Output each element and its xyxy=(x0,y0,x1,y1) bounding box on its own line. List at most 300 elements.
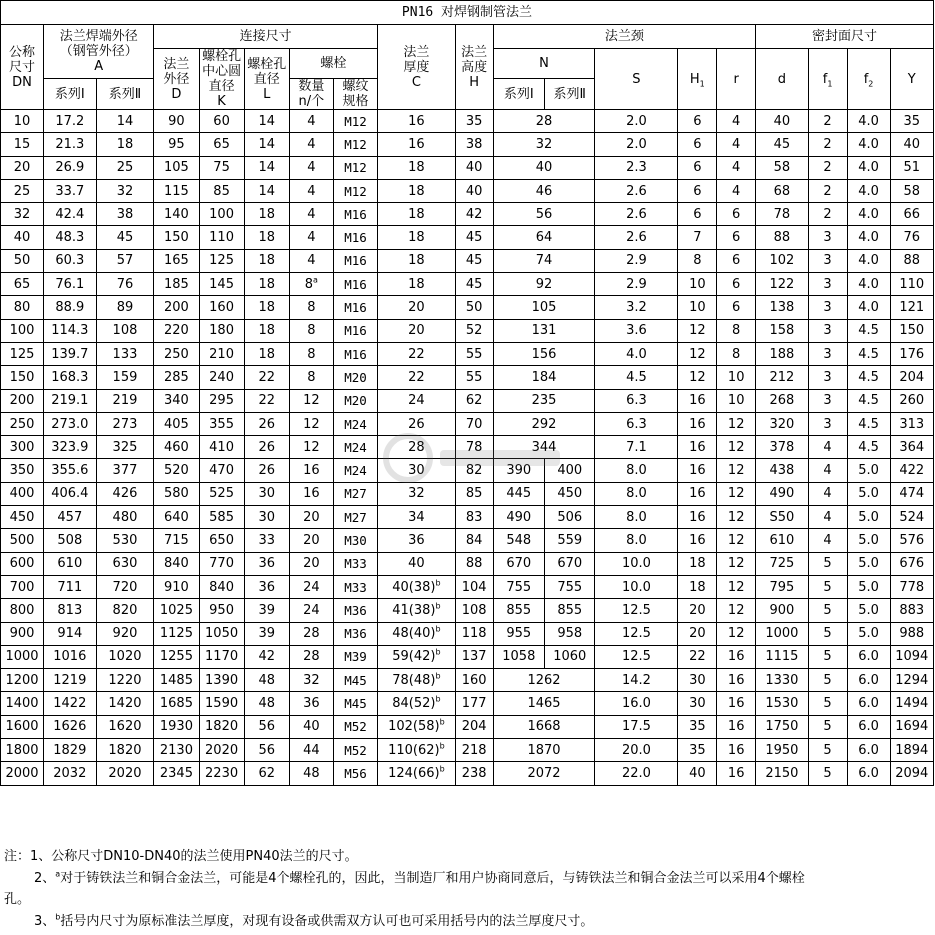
cell-a-series2: 1620 xyxy=(96,715,154,738)
cell-thickness: 26 xyxy=(378,412,456,435)
cell-bolt-circle: 100 xyxy=(199,203,244,226)
cell-height: 83 xyxy=(455,506,493,529)
cell-height: 118 xyxy=(455,622,493,645)
cell-seal-d: 188 xyxy=(756,342,809,365)
cell-flange-od: 185 xyxy=(154,273,199,296)
cell-neck-n-series1: 1058 xyxy=(493,645,544,668)
cell-seal-f1: 2 xyxy=(808,133,847,156)
cell-a-series1: 1422 xyxy=(44,692,97,715)
table-row xyxy=(1,249,934,272)
cell-bolt-hole: 22 xyxy=(244,389,289,412)
header-seal: 密封面尺寸 xyxy=(756,25,934,49)
cell-a-series2: 377 xyxy=(96,459,154,482)
cell-a-series2: 1820 xyxy=(96,739,154,762)
cell-height: 78 xyxy=(455,436,493,459)
cell-bolt-qty: 8 xyxy=(289,342,333,365)
cell-seal-f1: 5 xyxy=(808,762,847,785)
cell-seal-f2: 6.0 xyxy=(847,762,890,785)
cell-bolt-circle: 1170 xyxy=(199,645,244,668)
cell-flange-od: 1255 xyxy=(154,645,199,668)
cell-neck-n-series1: 548 xyxy=(493,529,544,552)
cell-seal-f2: 5.0 xyxy=(847,622,890,645)
cell-neck-r: 6 xyxy=(717,203,756,226)
cell-bolt-qty: 36 xyxy=(289,692,333,715)
cell-neck-r: 6 xyxy=(717,249,756,272)
cell-bolt-thread: M16 xyxy=(333,249,377,272)
cell-neck-s: 2.6 xyxy=(595,179,678,202)
cell-seal-y: 88 xyxy=(890,249,933,272)
cell-seal-f1: 5 xyxy=(808,669,847,692)
cell-flange-od: 1025 xyxy=(154,599,199,622)
cell-bolt-qty: 4 xyxy=(289,133,333,156)
cell-a-series1: 33.7 xyxy=(44,179,97,202)
cell-height: 137 xyxy=(455,645,493,668)
cell-seal-y: 988 xyxy=(890,622,933,645)
cell-neck-n-series2: 755 xyxy=(545,575,595,598)
cell-neck-r: 12 xyxy=(717,622,756,645)
cell-neck-h1: 16 xyxy=(678,389,717,412)
cell-bolt-qty: 24 xyxy=(289,575,333,598)
cell-seal-f1: 5 xyxy=(808,715,847,738)
cell-bolt-qty: 24 xyxy=(289,599,333,622)
cell-neck-n: 1668 xyxy=(493,715,595,738)
cell-bolt-qty: 28 xyxy=(289,645,333,668)
cell-neck-n: 156 xyxy=(493,342,595,365)
cell-bolt-hole: 26 xyxy=(244,412,289,435)
cell-dn: 1400 xyxy=(1,692,44,715)
cell-bolt-qty: 12 xyxy=(289,389,333,412)
cell-bolt-hole: 48 xyxy=(244,692,289,715)
cell-thickness: 36 xyxy=(378,529,456,552)
cell-neck-s: 2.0 xyxy=(595,133,678,156)
cell-bolt-hole: 18 xyxy=(244,319,289,342)
note-3: 3、$^b$括号内尺寸为原标准法兰厚度，对现有设备或供需双方认可也可采用括号内的法兰厚度尺寸。 xyxy=(34,912,594,929)
cell-bolt-circle: 145 xyxy=(199,273,244,296)
cell-neck-n-series2: 855 xyxy=(545,599,595,622)
cell-height: 45 xyxy=(455,273,493,296)
cell-neck-n-series1: 390 xyxy=(493,459,544,482)
cell-neck-h1: 22 xyxy=(678,645,717,668)
cell-bolt-hole: 56 xyxy=(244,715,289,738)
table-row xyxy=(1,506,934,529)
cell-neck-r: 6 xyxy=(717,273,756,296)
cell-a-series1: 2032 xyxy=(44,762,97,785)
cell-neck-r: 12 xyxy=(717,529,756,552)
cell-seal-f1: 5 xyxy=(808,645,847,668)
cell-a-series2: 1220 xyxy=(96,669,154,692)
note-1: 注：1、公称尺寸DN10-DN40的法兰使用PN40法兰的尺寸。 xyxy=(4,849,358,864)
cell-seal-f2: 4.0 xyxy=(847,249,890,272)
cell-a-series1: 219.1 xyxy=(44,389,97,412)
table-row xyxy=(1,133,934,156)
cell-seal-y: 40 xyxy=(890,133,933,156)
cell-neck-h1: 6 xyxy=(678,203,717,226)
cell-neck-h1: 6 xyxy=(678,133,717,156)
cell-seal-f2: 5.0 xyxy=(847,599,890,622)
cell-flange-od: 115 xyxy=(154,179,199,202)
cell-bolt-qty: 48 xyxy=(289,762,333,785)
footnote-mark: b xyxy=(439,764,445,774)
cell-seal-f2: 5.0 xyxy=(847,482,890,505)
cell-bolt-hole: 18 xyxy=(244,249,289,272)
cell-seal-y: 576 xyxy=(890,529,933,552)
cell-neck-h1: 35 xyxy=(678,715,717,738)
cell-a-series1: 168.3 xyxy=(44,366,97,389)
cell-bolt-hole: 18 xyxy=(244,226,289,249)
cell-seal-f1: 2 xyxy=(808,156,847,179)
cell-seal-d: 610 xyxy=(756,529,809,552)
cell-neck-h1: 30 xyxy=(678,669,717,692)
cell-a-series2: 480 xyxy=(96,506,154,529)
table-row xyxy=(1,715,934,738)
cell-seal-f2: 4.5 xyxy=(847,366,890,389)
cell-neck-h1: 18 xyxy=(678,575,717,598)
cell-bolt-thread: M56 xyxy=(333,762,377,785)
header-bolt-qty: 数量 n/个 xyxy=(289,79,333,110)
cell-bolt-qty: 20 xyxy=(289,552,333,575)
cell-bolt-qty: 4 xyxy=(289,203,333,226)
cell-dn: 1200 xyxy=(1,669,44,692)
cell-height: 35 xyxy=(455,110,493,133)
cell-seal-f1: 3 xyxy=(808,296,847,319)
header-neck: 法兰颈 xyxy=(493,25,756,49)
cell-bolt-circle: 355 xyxy=(199,412,244,435)
cell-a-series2: 45 xyxy=(96,226,154,249)
cell-neck-s: 3.2 xyxy=(595,296,678,319)
cell-bolt-qty: 4 xyxy=(289,110,333,133)
cell-neck-n-series2: 400 xyxy=(545,459,595,482)
cell-a-series2: 1020 xyxy=(96,645,154,668)
cell-flange-od: 1485 xyxy=(154,669,199,692)
cell-bolt-qty: 16 xyxy=(289,482,333,505)
cell-flange-od: 140 xyxy=(154,203,199,226)
cell-thickness: $40(38)^b$ xyxy=(378,575,456,598)
cell-seal-f2: 6.0 xyxy=(847,739,890,762)
cell-neck-r: 4 xyxy=(717,110,756,133)
cell-bolt-thread: M27 xyxy=(333,482,377,505)
cell-neck-r: 4 xyxy=(717,179,756,202)
cell-bolt-thread: M52 xyxy=(333,739,377,762)
cell-a-series2: 76 xyxy=(96,273,154,296)
cell-seal-d: 438 xyxy=(756,459,809,482)
table-row xyxy=(1,692,934,715)
cell-dn: 15 xyxy=(1,133,44,156)
cell-neck-r: 4 xyxy=(717,156,756,179)
cell-seal-y: 676 xyxy=(890,552,933,575)
cell-seal-d: 900 xyxy=(756,599,809,622)
cell-neck-r: 16 xyxy=(717,739,756,762)
cell-seal-f2: 4.0 xyxy=(847,110,890,133)
cell-neck-s: 8.0 xyxy=(595,529,678,552)
cell-neck-n: 292 xyxy=(493,412,595,435)
cell-dn: 100 xyxy=(1,319,44,342)
cell-neck-s: 8.0 xyxy=(595,482,678,505)
cell-seal-f1: 2 xyxy=(808,203,847,226)
table-row xyxy=(1,273,934,296)
cell-neck-s: 4.5 xyxy=(595,366,678,389)
cell-seal-d: 1950 xyxy=(756,739,809,762)
header-seal-y: Y xyxy=(890,49,933,110)
cell-flange-od: 220 xyxy=(154,319,199,342)
cell-neck-h1: 18 xyxy=(678,552,717,575)
cell-seal-f2: 6.0 xyxy=(847,645,890,668)
cell-seal-y: 883 xyxy=(890,599,933,622)
cell-neck-r: 10 xyxy=(717,366,756,389)
cell-bolt-circle: 210 xyxy=(199,342,244,365)
note-2: 2、$^a$对于铸铁法兰和铜合金法兰，可能是4个螺栓孔的，因此，当制造厂和用户协商同意后，与铸铁法兰和铜合金法兰可以采用4个螺栓 xyxy=(34,869,805,886)
cell-flange-od: 405 xyxy=(154,412,199,435)
cell-seal-d: 122 xyxy=(756,273,809,296)
cell-bolt-circle: 840 xyxy=(199,575,244,598)
cell-height: 218 xyxy=(455,739,493,762)
cell-neck-n-series2: 559 xyxy=(545,529,595,552)
cell-bolt-qty: 32 xyxy=(289,669,333,692)
cell-seal-d: 1530 xyxy=(756,692,809,715)
cell-thickness: $124(66)^b$ xyxy=(378,762,456,785)
notes-section xyxy=(4,846,930,932)
cell-flange-od: 150 xyxy=(154,226,199,249)
cell-dn: 600 xyxy=(1,552,44,575)
cell-a-series1: 508 xyxy=(44,529,97,552)
cell-neck-s: 16.0 xyxy=(595,692,678,715)
table-row xyxy=(1,599,934,622)
cell-dn: 350 xyxy=(1,459,44,482)
cell-height: 45 xyxy=(455,226,493,249)
cell-a-series1: 355.6 xyxy=(44,459,97,482)
footnote-mark: b xyxy=(435,601,441,611)
cell-bolt-hole: 39 xyxy=(244,622,289,645)
header-dn: 公称 尺寸 DN xyxy=(1,25,44,110)
cell-height: 45 xyxy=(455,249,493,272)
cell-dn: 125 xyxy=(1,342,44,365)
cell-seal-d: 320 xyxy=(756,412,809,435)
cell-bolt-qty: 8 xyxy=(289,296,333,319)
cell-seal-y: 1894 xyxy=(890,739,933,762)
cell-bolt-qty: 40 xyxy=(289,715,333,738)
header-neck-n: N xyxy=(493,49,595,79)
cell-a-series2: 159 xyxy=(96,366,154,389)
table-title: PN16 对焊钢制管法兰 xyxy=(1,1,934,25)
cell-neck-n-series2: 958 xyxy=(545,622,595,645)
cell-bolt-circle: 2230 xyxy=(199,762,244,785)
cell-bolt-hole: 36 xyxy=(244,552,289,575)
cell-thickness: 32 xyxy=(378,482,456,505)
table-row xyxy=(1,296,934,319)
cell-neck-s: 12.5 xyxy=(595,645,678,668)
cell-height: 62 xyxy=(455,389,493,412)
cell-bolt-thread: M36 xyxy=(333,599,377,622)
cell-seal-f2: 4.5 xyxy=(847,319,890,342)
cell-flange-od: 460 xyxy=(154,436,199,459)
cell-neck-h1: 16 xyxy=(678,412,717,435)
cell-bolt-circle: 60 xyxy=(199,110,244,133)
cell-bolt-thread: M36 xyxy=(333,622,377,645)
cell-flange-od: 105 xyxy=(154,156,199,179)
cell-neck-h1: 35 xyxy=(678,739,717,762)
cell-thickness: 40 xyxy=(378,552,456,575)
cell-seal-y: 150 xyxy=(890,319,933,342)
cell-a-series1: 21.3 xyxy=(44,133,97,156)
cell-neck-r: 12 xyxy=(717,412,756,435)
cell-height: 88 xyxy=(455,552,493,575)
cell-height: 104 xyxy=(455,575,493,598)
cell-bolt-qty: 16 xyxy=(289,459,333,482)
cell-a-series2: 273 xyxy=(96,412,154,435)
table-row xyxy=(1,203,934,226)
cell-neck-h1: 6 xyxy=(678,156,717,179)
cell-seal-f1: 3 xyxy=(808,366,847,389)
cell-bolt-circle: 1590 xyxy=(199,692,244,715)
cell-seal-f2: 6.0 xyxy=(847,669,890,692)
cell-bolt-hole: 26 xyxy=(244,436,289,459)
header-bolt-circle: 螺栓孔 中心圆 直径 K xyxy=(199,49,244,110)
cell-bolt-thread: M12 xyxy=(333,133,377,156)
cell-a-series1: 139.7 xyxy=(44,342,97,365)
cell-a-series1: 26.9 xyxy=(44,156,97,179)
cell-neck-h1: 30 xyxy=(678,692,717,715)
cell-bolt-hole: 14 xyxy=(244,156,289,179)
cell-a-series1: 813 xyxy=(44,599,97,622)
cell-dn: 50 xyxy=(1,249,44,272)
cell-seal-f2: 5.0 xyxy=(847,529,890,552)
cell-seal-f2: 4.0 xyxy=(847,203,890,226)
cell-thickness: $84(52)^b$ xyxy=(378,692,456,715)
cell-a-series2: 530 xyxy=(96,529,154,552)
cell-bolt-hole: 26 xyxy=(244,459,289,482)
cell-a-series2: 1420 xyxy=(96,692,154,715)
cell-neck-h1: 6 xyxy=(678,110,717,133)
cell-a-series1: 610 xyxy=(44,552,97,575)
cell-height: 108 xyxy=(455,599,493,622)
header-seal-f2: $f_2$ xyxy=(847,49,890,110)
cell-dn: 700 xyxy=(1,575,44,598)
cell-bolt-hole: 30 xyxy=(244,506,289,529)
cell-seal-f1: 3 xyxy=(808,319,847,342)
cell-bolt-hole: 62 xyxy=(244,762,289,785)
cell-bolt-hole: 18 xyxy=(244,203,289,226)
cell-neck-h1: 40 xyxy=(678,762,717,785)
cell-seal-f2: 4.5 xyxy=(847,436,890,459)
cell-bolt-circle: 65 xyxy=(199,133,244,156)
cell-seal-f1: 3 xyxy=(808,412,847,435)
cell-thickness: 18 xyxy=(378,226,456,249)
cell-seal-f1: 5 xyxy=(808,692,847,715)
cell-dn: 400 xyxy=(1,482,44,505)
cell-seal-y: 66 xyxy=(890,203,933,226)
cell-bolt-circle: 110 xyxy=(199,226,244,249)
cell-neck-n-series2: 670 xyxy=(545,552,595,575)
table-row xyxy=(1,645,934,668)
cell-a-series2: 720 xyxy=(96,575,154,598)
table-row xyxy=(1,226,934,249)
cell-seal-d: 40 xyxy=(756,110,809,133)
cell-seal-d: 268 xyxy=(756,389,809,412)
cell-seal-f1: 4 xyxy=(808,459,847,482)
cell-a-series1: 457 xyxy=(44,506,97,529)
cell-a-series2: 325 xyxy=(96,436,154,459)
cell-seal-f2: 5.0 xyxy=(847,459,890,482)
cell-neck-n-series1: 955 xyxy=(493,622,544,645)
cell-bolt-hole: 30 xyxy=(244,482,289,505)
header-bolt-hole: 螺栓孔 直径 L xyxy=(244,49,289,110)
cell-a-series2: 14 xyxy=(96,110,154,133)
cell-a-series1: 60.3 xyxy=(44,249,97,272)
cell-neck-n: 131 xyxy=(493,319,595,342)
cell-bolt-thread: M30 xyxy=(333,529,377,552)
cell-neck-n-series1: 755 xyxy=(493,575,544,598)
cell-seal-f1: 5 xyxy=(808,599,847,622)
cell-neck-s: 2.9 xyxy=(595,249,678,272)
cell-seal-f1: 5 xyxy=(808,739,847,762)
cell-thickness: 24 xyxy=(378,389,456,412)
cell-thickness: $102(58)^b$ xyxy=(378,715,456,738)
cell-neck-h1: 12 xyxy=(678,319,717,342)
cell-neck-s: 20.0 xyxy=(595,739,678,762)
cell-neck-s: 8.0 xyxy=(595,459,678,482)
cell-flange-od: 1685 xyxy=(154,692,199,715)
cell-height: 40 xyxy=(455,156,493,179)
cell-neck-n: 2072 xyxy=(493,762,595,785)
cell-seal-d: 78 xyxy=(756,203,809,226)
cell-bolt-circle: 650 xyxy=(199,529,244,552)
cell-seal-y: 76 xyxy=(890,226,933,249)
cell-seal-d: 212 xyxy=(756,366,809,389)
cell-dn: 200 xyxy=(1,389,44,412)
cell-bolt-hole: 39 xyxy=(244,599,289,622)
cell-seal-f1: 3 xyxy=(808,249,847,272)
table-row xyxy=(1,482,934,505)
header-flange-od: 法兰 外径 D xyxy=(154,49,199,110)
cell-dn: 32 xyxy=(1,203,44,226)
cell-flange-od: 285 xyxy=(154,366,199,389)
cell-bolt-thread: M45 xyxy=(333,669,377,692)
cell-neck-r: 16 xyxy=(717,692,756,715)
cell-bolt-hole: 42 xyxy=(244,645,289,668)
table-row xyxy=(1,552,934,575)
cell-seal-f1: 3 xyxy=(808,342,847,365)
cell-neck-r: 8 xyxy=(717,319,756,342)
cell-thickness: $78(48)^b$ xyxy=(378,669,456,692)
cell-neck-n-series1: 855 xyxy=(493,599,544,622)
cell-neck-r: 12 xyxy=(717,506,756,529)
cell-neck-r: 12 xyxy=(717,552,756,575)
cell-neck-h1: 16 xyxy=(678,529,717,552)
cell-neck-s: 4.0 xyxy=(595,342,678,365)
cell-dn: 150 xyxy=(1,366,44,389)
cell-height: 50 xyxy=(455,296,493,319)
cell-thickness: 18 xyxy=(378,273,456,296)
cell-seal-d: 1000 xyxy=(756,622,809,645)
cell-neck-r: 12 xyxy=(717,575,756,598)
cell-thickness: 22 xyxy=(378,342,456,365)
cell-neck-n-series1: 670 xyxy=(493,552,544,575)
cell-neck-r: 16 xyxy=(717,762,756,785)
cell-dn: 80 xyxy=(1,296,44,319)
cell-seal-f2: 6.0 xyxy=(847,692,890,715)
cell-thickness: 16 xyxy=(378,110,456,133)
cell-seal-y: 422 xyxy=(890,459,933,482)
cell-a-series1: 76.1 xyxy=(44,273,97,296)
cell-a-series2: 820 xyxy=(96,599,154,622)
cell-bolt-thread: M12 xyxy=(333,156,377,179)
cell-a-series1: 1016 xyxy=(44,645,97,668)
cell-bolt-thread: M33 xyxy=(333,552,377,575)
cell-a-series2: 89 xyxy=(96,296,154,319)
cell-a-series2: 630 xyxy=(96,552,154,575)
cell-dn: 40 xyxy=(1,226,44,249)
header-connection: 连接尺寸 xyxy=(154,25,378,49)
cell-thickness: 18 xyxy=(378,179,456,202)
